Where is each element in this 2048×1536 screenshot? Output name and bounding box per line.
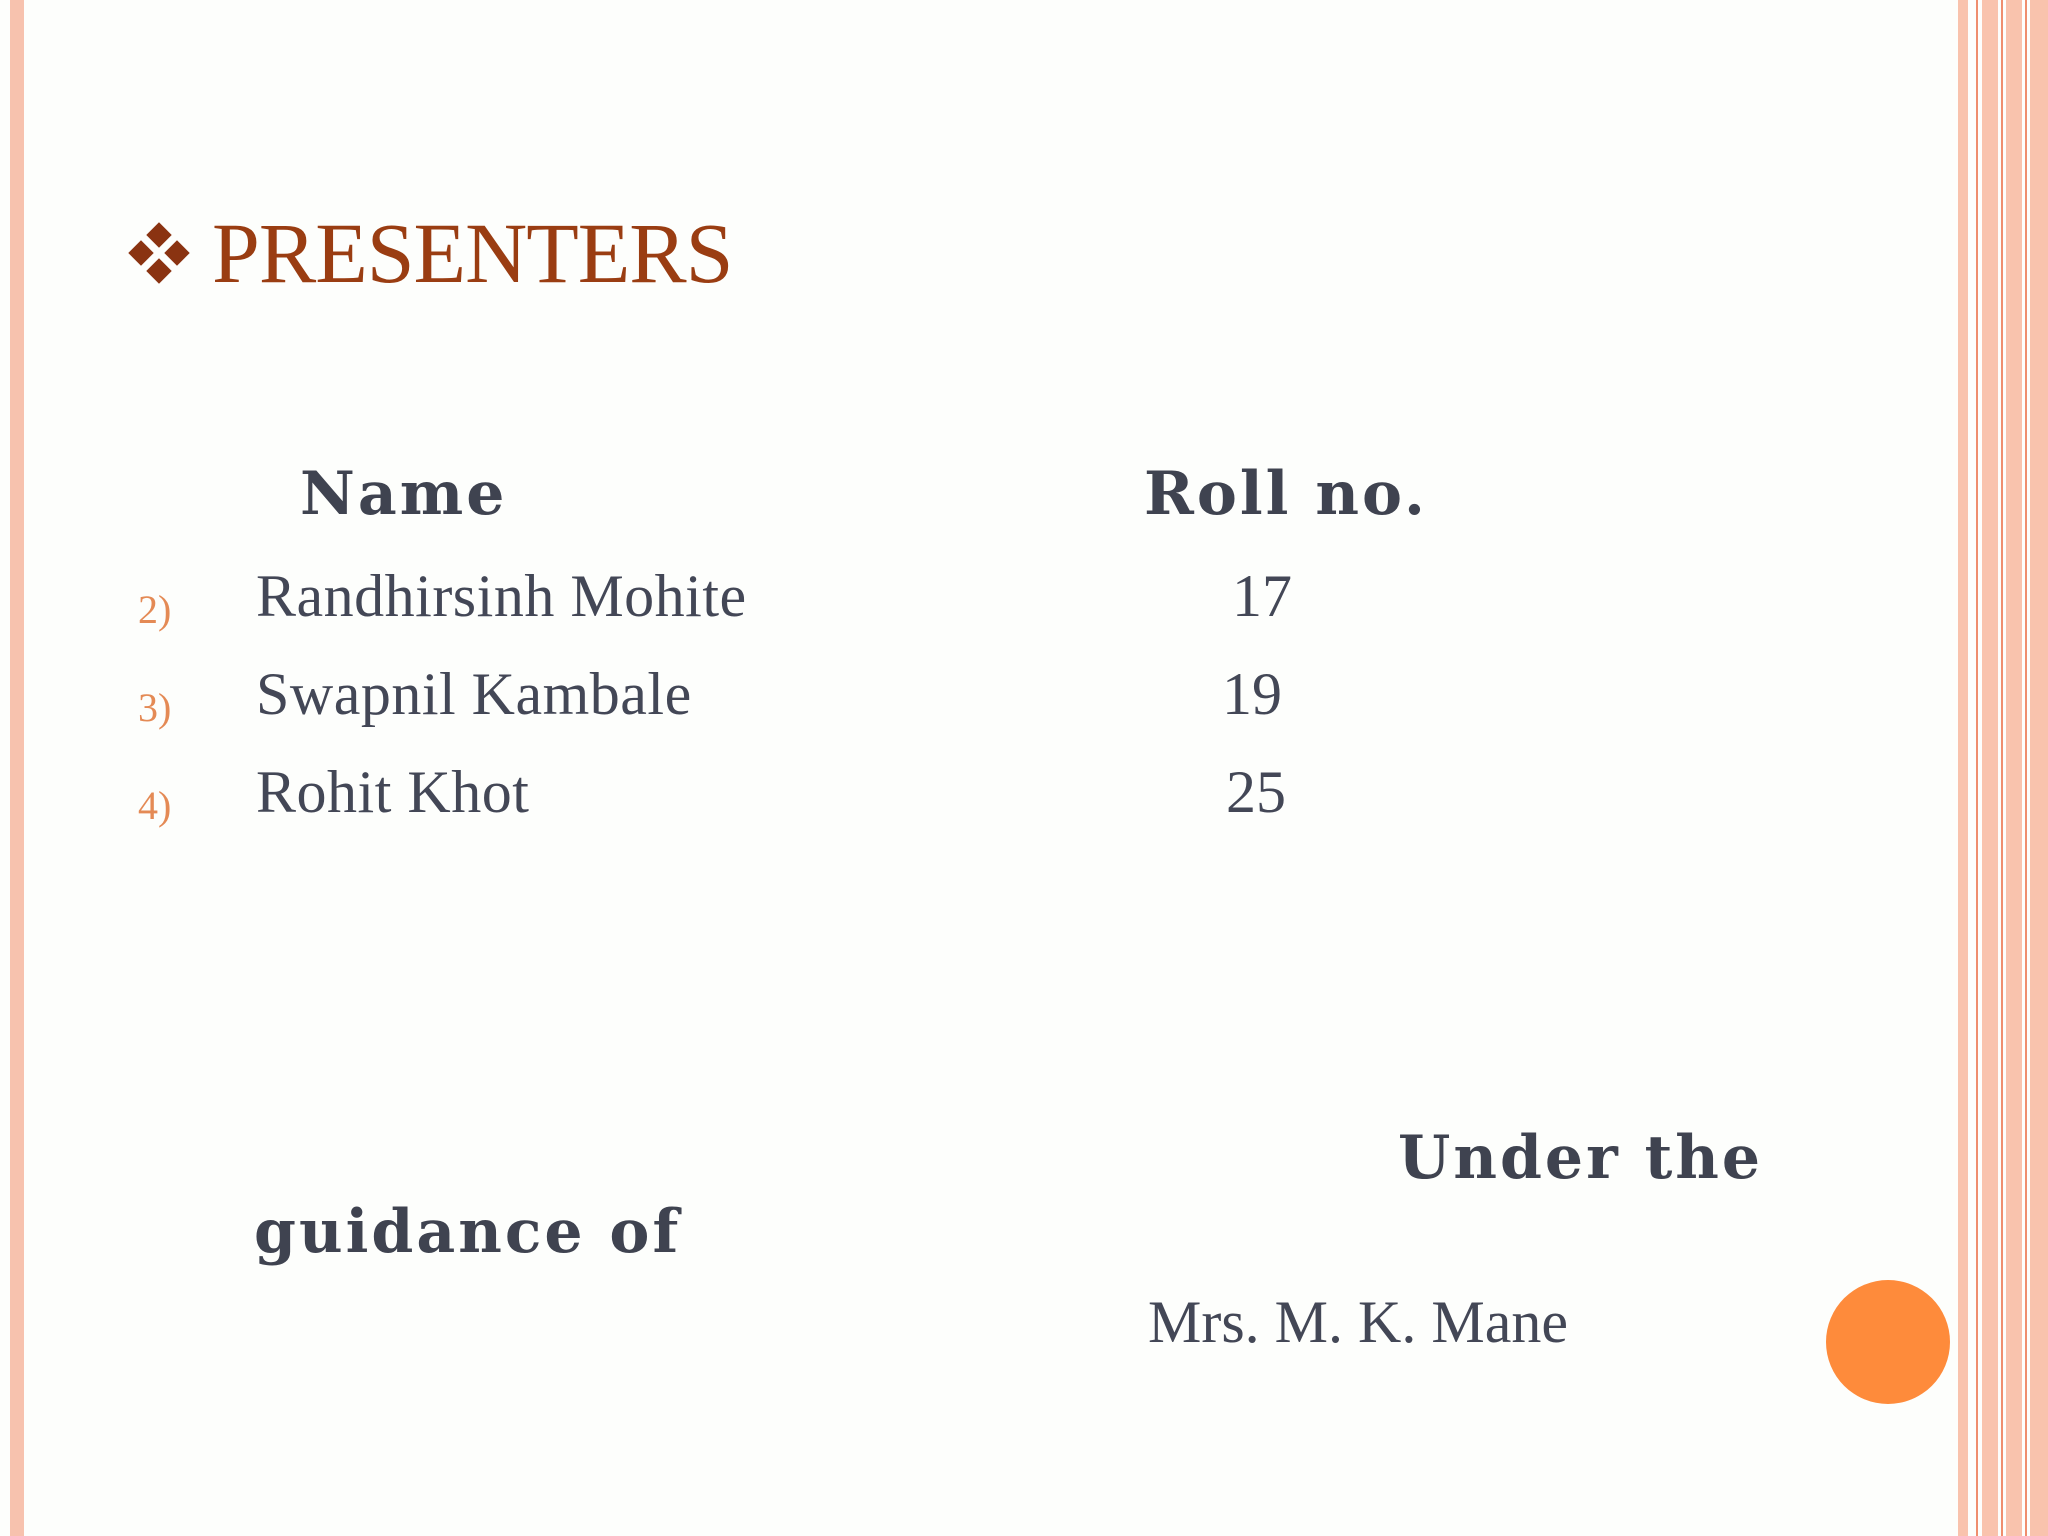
right-decorative-stripe [1982,0,1998,1536]
slide-title-text: PRESENTERS [212,205,733,301]
presenter-number: 4) [138,783,172,828]
presenter-row [138,563,1338,636]
presenter-number: 3) [138,685,172,730]
guide-name: Mrs. M. K. Mane [1148,1289,1568,1355]
slide-title [128,205,733,301]
name-column-header: Name [300,459,508,529]
right-decorative-stripe [2030,0,2048,1536]
roll-column-header: Roll no. [1144,459,1428,529]
presenter-name: Randhirsinh Mohite [256,563,747,629]
presenter-name: Swapnil Kambale [256,661,692,727]
presenter-row [138,661,1338,734]
presenter-name: Rohit Khot [256,759,530,825]
orange-circle-icon [1826,1280,1950,1404]
four-diamond-icon [128,222,190,284]
right-decorative-stripe [1958,0,1968,1536]
right-decorative-line [1976,0,1978,1536]
guidance-label-line-1: Under the [1398,1123,1764,1193]
presenter-row [138,759,1338,832]
presenter-roll: 25 [1226,759,1286,825]
presenter-number: 2) [138,587,172,632]
presenter-roll: 19 [1222,661,1282,727]
guidance-label-line-2: guidance of [254,1197,682,1267]
right-decorative-line [2001,0,2003,1536]
right-decorative-line [2025,0,2027,1536]
presenter-roll: 17 [1232,563,1292,629]
right-decorative-stripe [2006,0,2022,1536]
left-decorative-border [10,0,24,1536]
